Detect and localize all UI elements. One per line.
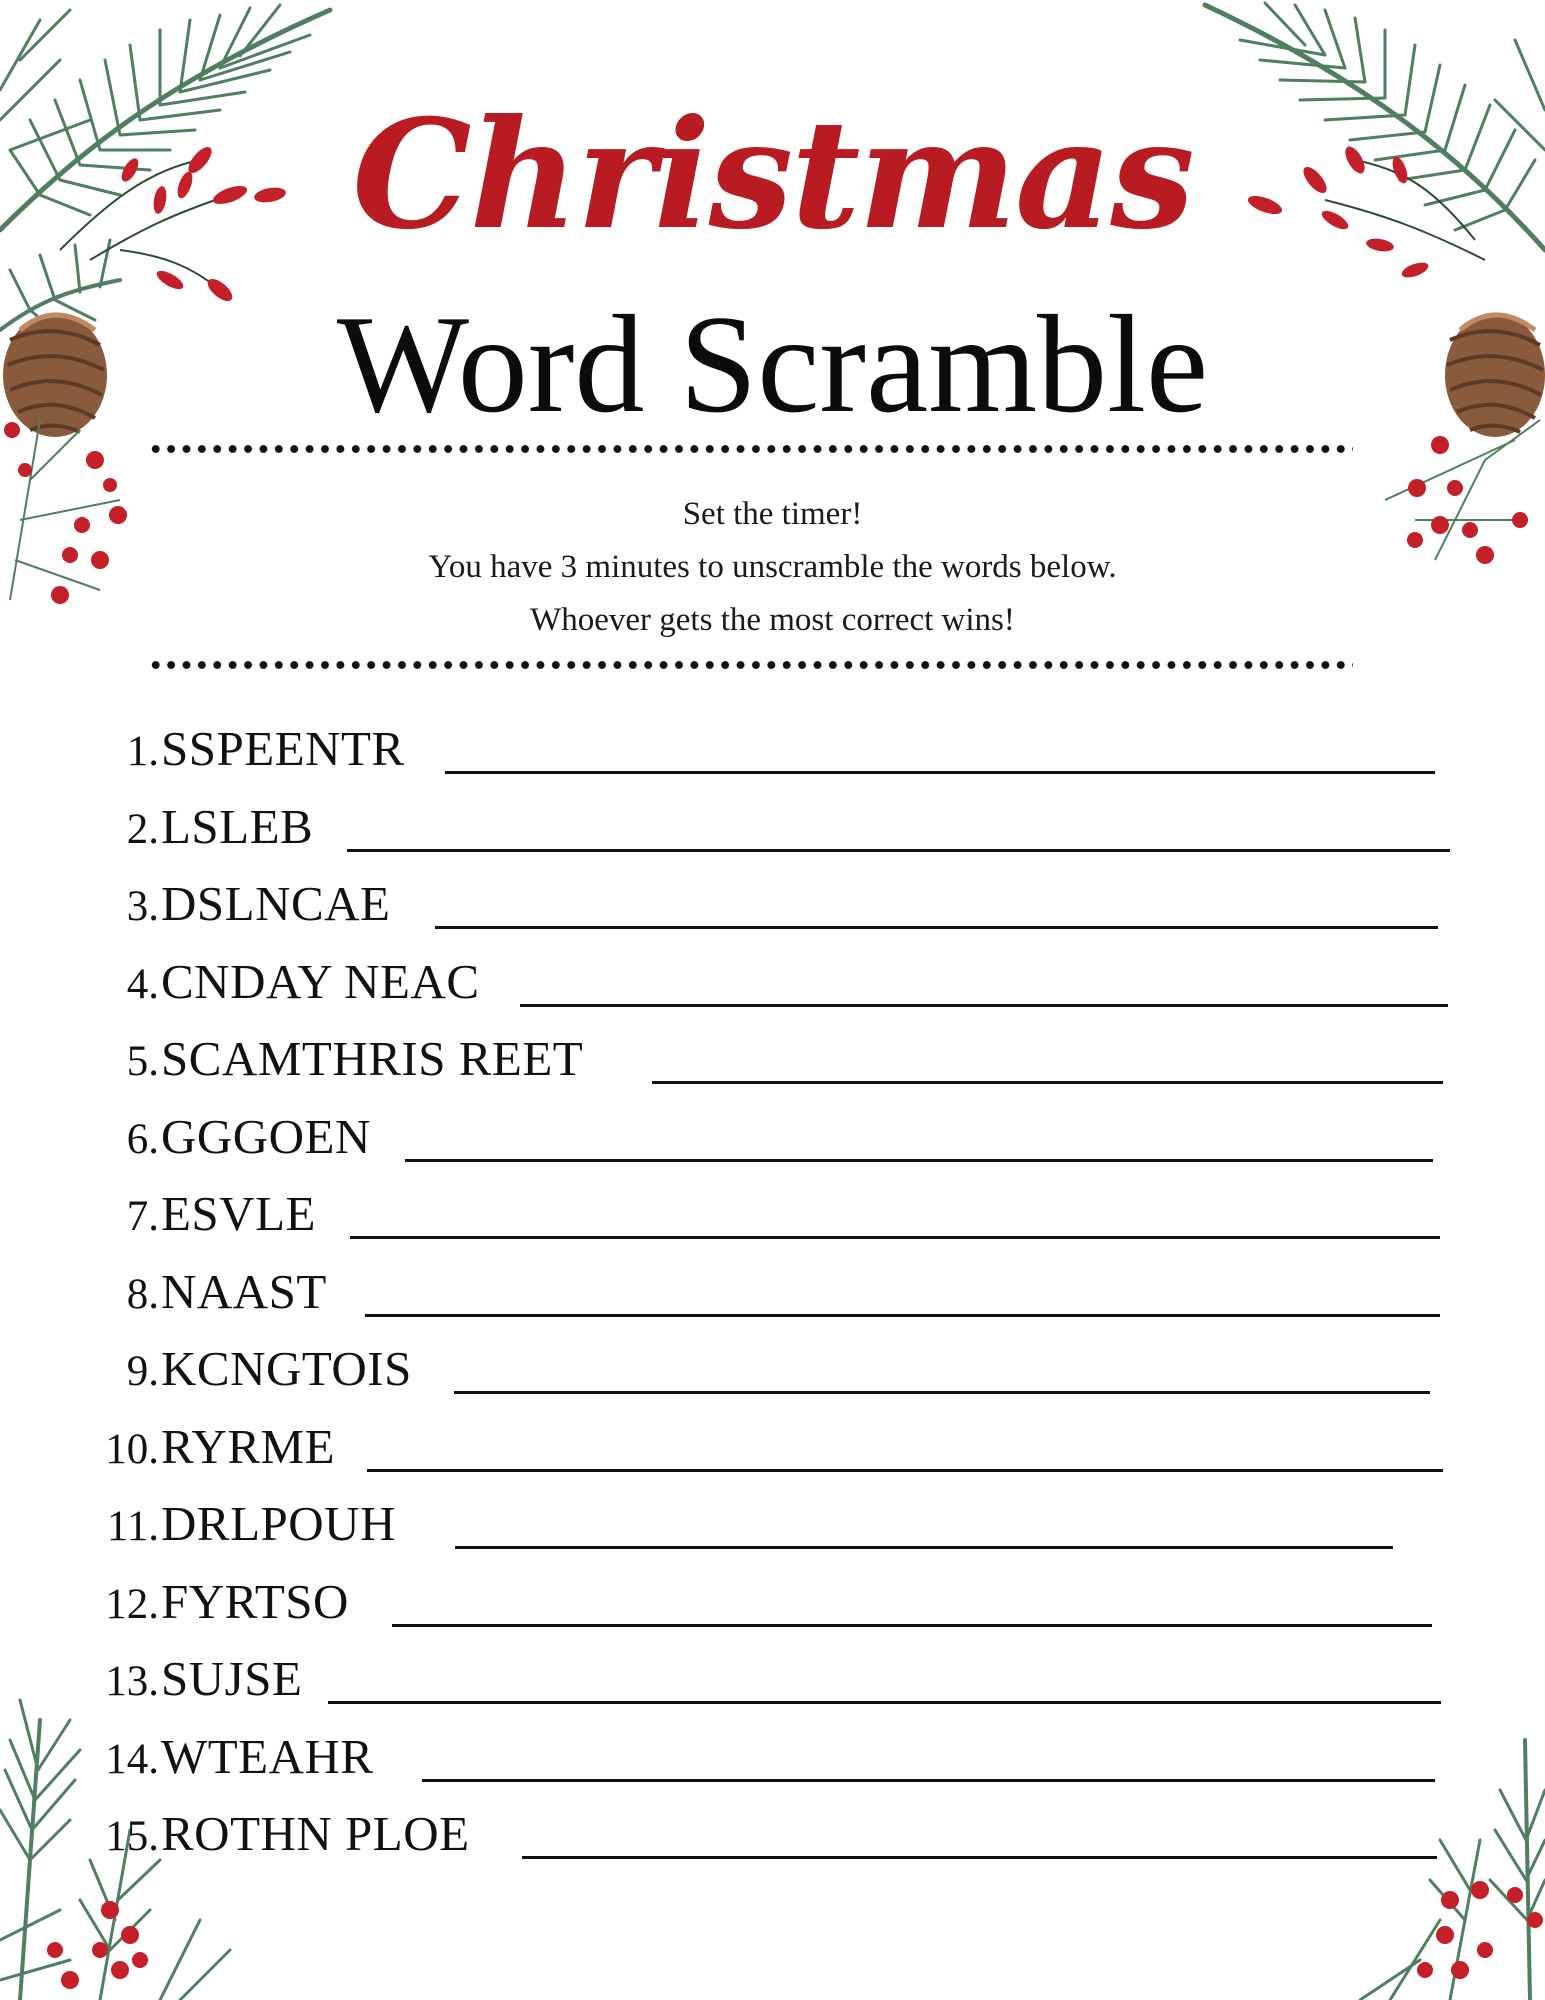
answer-line[interactable]	[435, 926, 1438, 929]
item-number: 7.	[126, 1193, 159, 1240]
answer-line[interactable]	[365, 1314, 1440, 1317]
item-number: 11.	[106, 1503, 159, 1550]
item-number: 9.	[126, 1348, 159, 1395]
answer-line[interactable]	[367, 1469, 1443, 1472]
item-number: 15.	[105, 1813, 159, 1860]
list-item	[0, 722, 1545, 782]
answer-line[interactable]	[520, 1004, 1448, 1007]
instruction-line-2: You have 3 minutes to unscramble the words below.	[428, 549, 1117, 585]
answer-line[interactable]	[422, 1779, 1435, 1782]
list-item	[0, 1652, 1545, 1712]
answer-line[interactable]	[328, 1701, 1441, 1704]
answer-line[interactable]	[350, 1236, 1440, 1239]
item-number: 14.	[105, 1736, 159, 1783]
scrambled-word: SSPEENTR	[161, 721, 405, 776]
scrambled-word: SCAMTHRIS REET	[161, 1031, 584, 1086]
answer-line[interactable]	[347, 849, 1450, 852]
answer-line[interactable]	[652, 1081, 1443, 1084]
item-number: 12.	[105, 1581, 159, 1628]
scrambled-word: RYRME	[161, 1419, 336, 1474]
scrambled-word: LSLEB	[161, 799, 314, 854]
instruction-line-1: Set the timer!	[682, 496, 863, 532]
list-item	[0, 800, 1545, 860]
item-number: 8.	[126, 1271, 159, 1318]
list-item	[0, 1342, 1545, 1402]
scrambled-word: NAAST	[161, 1264, 327, 1319]
instruction-line-3: Whoever gets the most correct wins!	[530, 602, 1015, 638]
item-number: 13.	[105, 1658, 159, 1705]
scrambled-word: FYRTSO	[161, 1574, 349, 1629]
list-item	[0, 1032, 1545, 1092]
title-christmas: Christmas	[352, 87, 1193, 263]
list-item	[0, 1807, 1545, 1867]
list-item	[0, 877, 1545, 937]
list-item	[0, 1730, 1545, 1790]
answer-line[interactable]	[392, 1624, 1432, 1627]
scrambled-word: SUJSE	[161, 1651, 303, 1706]
answer-line[interactable]	[445, 771, 1435, 774]
scrambled-word: CNDAY NEAC	[161, 954, 480, 1009]
item-number: 4.	[126, 961, 159, 1008]
scrambled-word: ESVLE	[161, 1186, 316, 1241]
scrambled-word: ROTHN PLOE	[161, 1806, 470, 1861]
list-item	[0, 1187, 1545, 1247]
answer-line[interactable]	[405, 1159, 1433, 1162]
scrambled-word: WTEAHR	[161, 1729, 374, 1784]
scrambled-word: DRLPOUH	[161, 1496, 396, 1551]
list-item	[0, 1265, 1545, 1325]
item-number: 6.	[126, 1116, 159, 1163]
list-item	[0, 1420, 1545, 1480]
list-item	[0, 1110, 1545, 1170]
scrambled-word: GGGOEN	[161, 1109, 371, 1164]
list-item	[0, 1497, 1545, 1557]
item-number: 3.	[126, 883, 159, 930]
scrambled-word: DSLNCAE	[161, 876, 391, 931]
item-number: 5.	[126, 1038, 159, 1085]
answer-line[interactable]	[454, 1391, 1430, 1394]
list-item	[0, 955, 1545, 1015]
list-item	[0, 1575, 1545, 1635]
answer-line[interactable]	[455, 1546, 1393, 1549]
title-word-scramble: Word Scramble	[336, 287, 1209, 442]
item-number: 10.	[105, 1426, 159, 1473]
item-number: 1.	[126, 728, 159, 775]
item-number: 2.	[126, 806, 159, 853]
answer-line[interactable]	[522, 1856, 1437, 1859]
scrambled-word: KCNGTOIS	[161, 1341, 412, 1396]
